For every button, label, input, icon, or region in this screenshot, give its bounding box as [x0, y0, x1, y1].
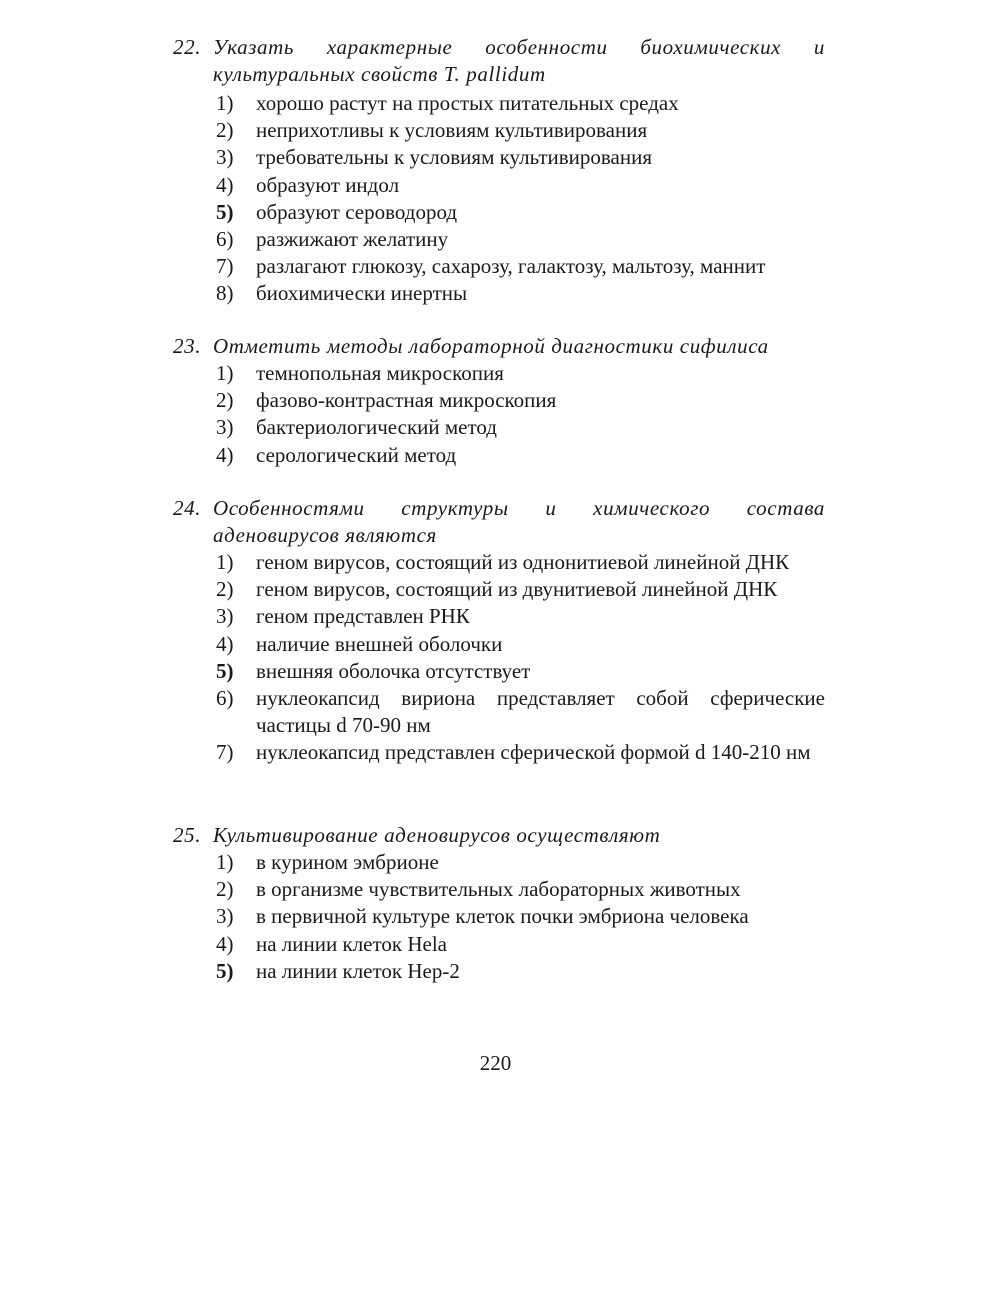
option-text: в организме чувствительных лабораторных животных [256, 877, 741, 902]
option-text: бактериологический метод [256, 415, 497, 440]
answer-option [173, 117, 825, 144]
option-text: наличие внешней оболочки [256, 631, 503, 656]
option-number: 5) [216, 658, 234, 683]
option-text: нуклеокапсид представлен сферической формой d 140-210 нм [256, 740, 811, 765]
answer-option-correct [173, 658, 825, 685]
question-24 [173, 495, 825, 767]
answer-option [173, 387, 825, 414]
option-text: геном представлен РНК [256, 604, 470, 629]
answer-option [173, 931, 825, 958]
option-text: требовательны к условиям культивирования [256, 145, 653, 170]
answer-option [173, 226, 825, 253]
answer-option [173, 90, 825, 117]
answer-option [173, 603, 825, 630]
question-heading [173, 822, 825, 849]
option-number: 6) [216, 686, 234, 711]
answer-option [173, 280, 825, 307]
question-25 [173, 822, 825, 985]
option-number: 3) [216, 604, 234, 629]
option-text: геном вирусов, состоящий из двунитиевой линейной ДНК [256, 577, 778, 602]
page-number: 220 [479, 1051, 512, 1075]
option-number: 1) [216, 850, 234, 874]
answer-option-correct [173, 199, 825, 226]
answer-options [173, 90, 825, 308]
answer-option-correct [173, 958, 825, 985]
option-number: 7) [216, 254, 234, 279]
option-text: внешняя оболочка отсутствует [256, 658, 531, 683]
answer-option [173, 876, 825, 903]
option-text: на линии клеток Hela [256, 931, 447, 956]
question-number: 24. [173, 496, 202, 520]
answer-options [173, 549, 825, 767]
option-text: серологический метод [256, 442, 457, 467]
question-heading [173, 34, 825, 88]
option-number: 6) [216, 227, 234, 252]
option-text: в первичной культуре клеток почки эмбриона человека [256, 904, 749, 929]
option-number: 5) [216, 958, 234, 983]
option-text: геном вирусов, состоящий из однонитиевой линейной ДНК [256, 550, 790, 574]
option-number: 2) [216, 388, 234, 413]
option-text: нуклеокапсид вириона представляет собой сферические частицы d 70-90 нм [256, 686, 825, 738]
option-number: 2) [216, 577, 234, 602]
option-text: в курином эмбрионе [256, 850, 439, 874]
question-heading [173, 495, 825, 549]
question-number: 23. [173, 334, 202, 358]
answer-option [173, 903, 825, 930]
option-number: 7) [216, 740, 234, 765]
option-text: темнопольная микроскопия [256, 361, 504, 385]
option-number: 1) [216, 91, 234, 115]
question-text: Указать характерные особенности биохимических и культуральных свойств T. pallidum [213, 35, 825, 86]
answer-option [173, 739, 825, 766]
option-number: 2) [216, 118, 234, 143]
option-text: неприхотливы к условиям культивирования [256, 118, 648, 143]
option-text: биохимически инертны [256, 281, 468, 306]
answer-option [173, 144, 825, 171]
answer-option [173, 549, 825, 576]
answer-option [173, 849, 825, 876]
answer-option [173, 576, 825, 603]
option-number: 8) [216, 281, 234, 306]
option-number: 4) [216, 931, 234, 956]
option-text: хорошо растут на простых питательных средах [256, 91, 679, 115]
answer-options [173, 360, 825, 469]
option-number: 1) [216, 361, 234, 385]
option-text: на линии клеток Hep-2 [256, 958, 460, 983]
option-number: 4) [216, 442, 234, 467]
option-text: образуют сероводород [256, 199, 458, 224]
answer-options [173, 849, 825, 985]
option-text: разлагают глюкозу, сахарозу, галактозу, мальтозу, маннит [256, 254, 766, 279]
answer-option [173, 360, 825, 387]
question-text: Культивирование аденовирусов осуществляют [213, 823, 661, 847]
option-number: 5) [216, 199, 234, 224]
option-number: 3) [216, 145, 234, 170]
answer-option [173, 253, 825, 280]
option-number: 1) [216, 550, 234, 574]
option-number: 4) [216, 631, 234, 656]
option-number: 2) [216, 877, 234, 902]
option-number: 4) [216, 172, 234, 197]
question-text: Отметить методы лабораторной диагностики сифилиса [213, 334, 769, 358]
answer-option [173, 442, 825, 469]
answer-option [173, 685, 825, 739]
option-number: 3) [216, 904, 234, 929]
question-heading [173, 333, 825, 360]
question-text: Особенностями структуры и химического состава аденовирусов являются [213, 496, 825, 547]
question-number: 22. [173, 35, 202, 59]
question-23 [173, 333, 825, 469]
answer-option [173, 414, 825, 441]
option-text: разжижают желатину [256, 227, 449, 252]
question-22 [173, 34, 825, 308]
option-number: 3) [216, 415, 234, 440]
option-text: образуют индол [256, 172, 400, 197]
answer-option [173, 631, 825, 658]
option-text: фазово-контрастная микроскопия [256, 388, 557, 413]
question-number: 25. [173, 823, 202, 847]
answer-option [173, 172, 825, 199]
